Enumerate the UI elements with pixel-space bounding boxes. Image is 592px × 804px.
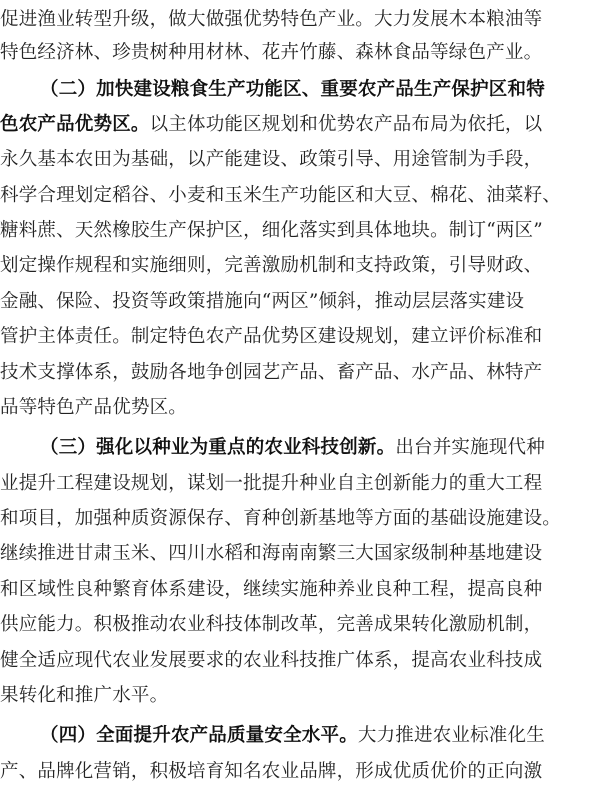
text-segment: 和区域性良种繁育体系建设，继续实施种养业良种工程，提高良种	[0, 579, 543, 600]
text-line	[0, 105, 592, 145]
section-heading: （四）全面提升农产品质量安全水平。	[40, 725, 358, 746]
text-segment: 果转化和推广水平。	[0, 685, 169, 706]
text-line	[0, 641, 592, 681]
text-segment: 技术支撑体系，鼓励各地争创园艺产品、畜产品、水产品、林特产	[0, 362, 543, 383]
text-segment: 管护主体责任。制定特色农产品优势区建设规划，建立评价标准和	[0, 326, 543, 347]
text-segment: 以主体功能区规划和优势农产品布局为依托，以	[149, 114, 543, 135]
section-heading: （三）强化以种业为重点的农业科技创新。	[40, 437, 396, 458]
text-line	[0, 534, 592, 574]
text-line	[0, 570, 592, 610]
section-heading-line	[40, 428, 592, 468]
text-line	[0, 176, 592, 216]
text-segment: 科学合理划定稻谷、小麦和玉米生产功能区和大豆、棉花、油菜籽、	[0, 185, 562, 206]
text-line	[0, 676, 592, 716]
text-line	[0, 388, 592, 428]
text-line	[0, 317, 592, 357]
text-segment: 特色经济林、珍贵树种用材林、花卉竹藤、森林食品等绿色产业。	[0, 42, 543, 63]
text-segment: 业提升工程建设规划，谋划一批提升种业自主创新能力的重大工程	[0, 473, 543, 494]
text-line	[0, 605, 592, 645]
text-segment: 划定操作规程和实施细则，完善激励机制和支持政策，引导财政、	[0, 255, 543, 276]
text-segment: 促进渔业转型升级，做大做强优势特色产业。大力发展木本粮油等	[0, 9, 543, 30]
section-heading-line	[40, 716, 592, 756]
text-segment: 金融、保险、投资等政策措施向“两区”倾斜，推动层层落实建设	[0, 291, 525, 312]
text-segment: 永久基本农田为基础，以产能建设、政策引导、用途管制为手段，	[0, 149, 543, 170]
text-line	[0, 246, 592, 286]
text-line	[0, 752, 592, 792]
section-heading: （二）加快建设粮食生产功能区、重要农产品生产保护区和特	[40, 79, 545, 100]
text-segment: 健全适应现代农业发展要求的农业科技推广体系，提高农业科技成	[0, 650, 543, 671]
text-line	[0, 140, 592, 180]
text-line	[0, 211, 592, 251]
section-heading-cont: 色农产品优势区。	[0, 114, 150, 135]
text-line	[0, 499, 592, 539]
text-segment: 产、品牌化营销，积极培育知名农业品牌，形成优质优价的正向激	[0, 761, 543, 782]
text-line	[0, 282, 592, 322]
text-segment: 继续推进甘肃玉米、四川水稻和海南南繁三大国家级制种基地建设	[0, 543, 543, 564]
text-line	[0, 353, 592, 393]
section-heading-line	[40, 70, 592, 110]
text-line	[0, 464, 592, 504]
text-segment: 供应能力。积极推动农业科技体制改革，完善成果转化激励机制，	[0, 614, 543, 635]
text-segment: 和项目，加强种质资源保存、育种创新基地等方面的基础设施建设。	[0, 508, 562, 529]
text-line	[0, 33, 592, 73]
text-segment: 出台并实施现代种	[395, 437, 545, 458]
text-segment: 品等特色产品优势区。	[0, 397, 188, 418]
text-segment: 糖料蔗、天然橡胶生产保护区，细化落实到具体地块。制订“两区”	[0, 220, 543, 241]
text-segment: 大力推进农业标准化生	[357, 725, 545, 746]
